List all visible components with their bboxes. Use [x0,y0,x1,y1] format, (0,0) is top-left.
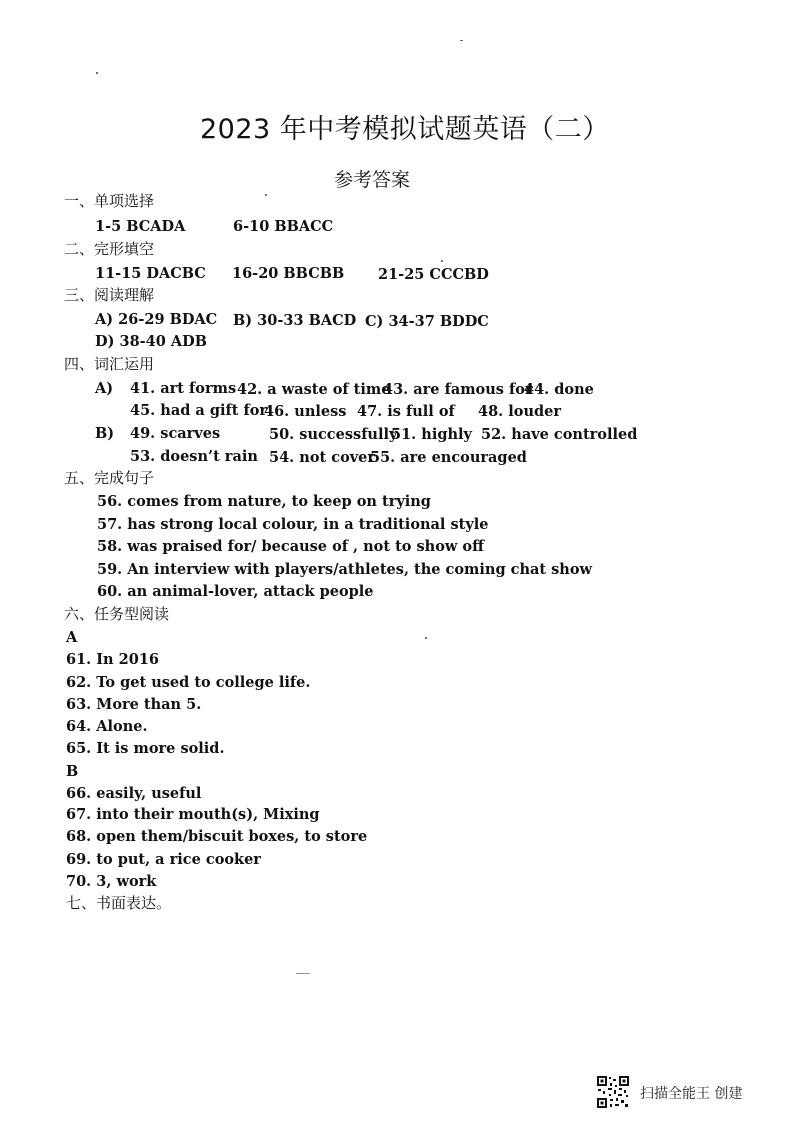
answer-62: 62. To get used to college life. [66,674,311,691]
answer-34-37: C) 34-37 BDDC [365,313,489,330]
answer-1-5: 1-5 BCADA [95,218,186,235]
scan-speck [265,194,267,196]
answer-65: 65. It is more solid. [66,740,225,757]
answer-6-10: 6-10 BBACC [233,218,334,235]
answer-54: 54. not cover [269,449,376,466]
answer-53: 53. doesn’t rain [130,448,258,465]
answer-57: 57. has strong local colour, in a traditional style [97,516,489,533]
task-part-b-label: B [66,763,79,780]
answer-41: 41. art forms [130,380,237,397]
answer-46: 46. unless [264,403,347,420]
answer-64: 64. Alone. [66,718,148,735]
section-2-heading: 二、完形填空 [64,240,155,258]
answer-61: 61. In 2016 [66,651,160,668]
section-6-heading: 六、任务型阅读 [64,605,170,623]
answer-48: 48. louder [478,403,561,420]
answer-68: 68. open them/biscuit boxes, to store [66,828,368,845]
section-4-heading: 四、词汇运用 [64,355,155,373]
answer-49: 49. scarves [130,425,221,442]
answer-11-15: 11-15 DACBC [95,265,206,282]
answer-70: 70. 3, work [66,873,157,890]
answer-51: 51. highly [391,426,472,443]
section-5-heading: 五、完成句子 [64,469,155,487]
answer-52: 52. have controlled [481,426,638,443]
task-part-a-label: A [66,629,78,646]
answer-43: 43. are famous for [383,381,533,398]
scan-speck [96,72,98,74]
answer-44: 44. done [524,381,594,398]
answer-16-20: 16-20 BBCBB [232,265,345,282]
answer-21-25: 21-25 CCCBD [378,266,489,283]
section-1-heading: 一、单项选择 [64,192,155,210]
part-a-label: A) [95,380,114,397]
answer-42: 42. a waste of time [237,381,391,398]
section-3-heading: 三、阅读理解 [64,286,155,304]
answer-47: 47. is full of [357,403,455,420]
scanner-watermark: 扫描全能王 创建 [640,1086,743,1102]
answer-50: 50. successfully [269,426,398,443]
answer-38-40: D) 38-40 ADB [95,333,207,350]
scan-speck [425,637,427,639]
answer-56: 56. comes from nature, to keep on trying [97,493,431,510]
scan-speck [460,40,463,41]
answer-66: 66. easily, useful [66,785,202,802]
scan-dash-mark [296,973,310,974]
page-title: 2023 年中考模拟试题英语（二） [200,114,610,145]
answer-55: 55. are encouraged [370,449,527,466]
answer-59: 59. An interview with players/athletes, the coming chat show [97,561,593,578]
qr-code-icon [596,1075,630,1109]
answer-58: 58. was praised for/ because of , not to show off [97,538,484,555]
section-7-heading: 七、书面表达。 [66,894,172,912]
answer-63: 63. More than 5. [66,696,202,713]
scan-speck [441,260,443,262]
answer-67: 67. into their mouth(s), Mixing [66,806,320,823]
part-b-label: B) [95,425,115,442]
answer-60: 60. an animal-lover, attack people [97,583,374,600]
answer-45: 45. had a gift for [130,402,268,419]
answer-26-29: A) 26-29 BDAC [95,311,218,328]
answer-30-33: B) 30-33 BACD [233,312,357,329]
answer-69: 69. to put, a rice cooker [66,851,261,868]
page-subtitle: 参考答案 [334,169,411,191]
